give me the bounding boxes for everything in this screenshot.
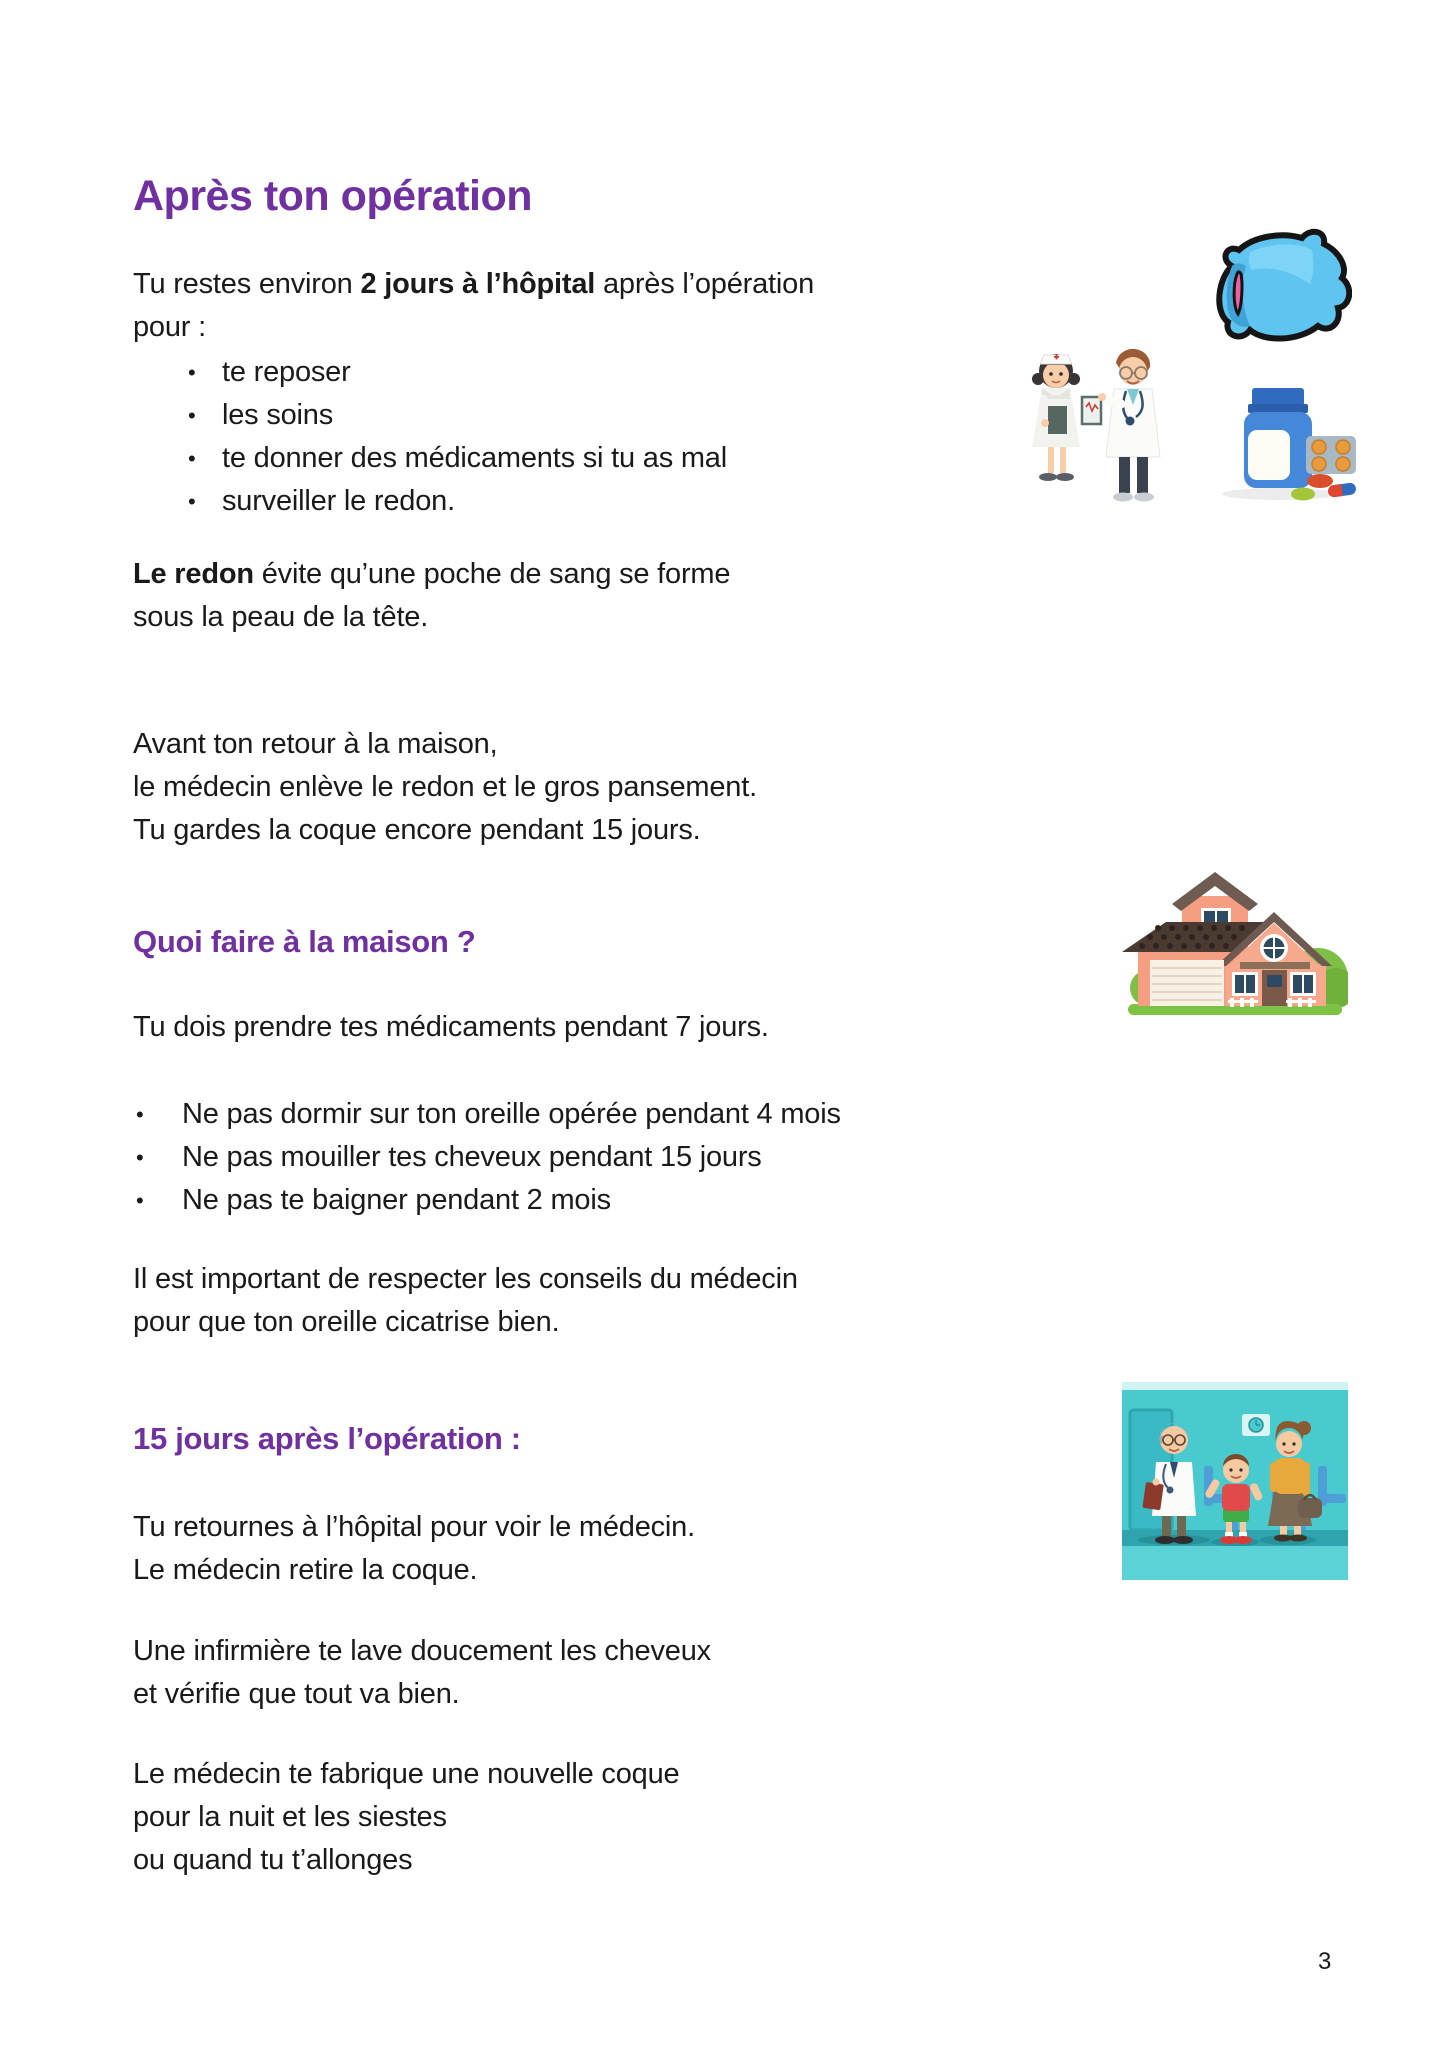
p1-line2: Le médecin retire la coque. xyxy=(133,1554,478,1586)
page-title: Après ton opération xyxy=(133,172,533,220)
nurse-and-doctor-illustration xyxy=(1018,325,1170,521)
doctor-family-illustration xyxy=(1122,1382,1348,1580)
p1-line1: Tu retournes à l’hôpital pour voir le médecin. xyxy=(133,1511,695,1543)
list-item: • Ne pas te baigner pendant 2 mois xyxy=(136,1179,841,1222)
quinze-jours-paragraph-3 xyxy=(133,1753,679,1882)
retour-paragraph xyxy=(133,723,757,852)
medicine-illustration xyxy=(1218,378,1356,510)
intro-text: Tu restes environ xyxy=(133,268,361,300)
page-number: 3 xyxy=(1318,1948,1332,1975)
maison-outro-line2: pour que ton oreille cicatrise bien. xyxy=(133,1306,560,1338)
list-item: • surveiller le redon. xyxy=(188,480,727,523)
list-item: • te reposer xyxy=(188,351,727,394)
section-heading-15-jours: 15 jours après l’opération : xyxy=(133,1421,521,1456)
redon-rest: évite qu’une poche de sang se forme xyxy=(253,558,731,590)
maison-outro xyxy=(133,1258,798,1344)
maison-outro-line1: Il est important de respecter les conseils du médecin xyxy=(133,1263,798,1295)
p2-line1: Une infirmière te lave doucement les cheveux xyxy=(133,1635,711,1667)
redon-bold: Le redon xyxy=(133,558,254,590)
pillow-icon xyxy=(1206,222,1352,346)
intro-text-bold: 2 jours à l’hôpital xyxy=(360,268,596,300)
p3-line2: pour la nuit et les siestes xyxy=(133,1801,447,1833)
intro-line2: pour : xyxy=(133,311,206,343)
house-illustration xyxy=(1122,860,1348,1020)
p3-line1: Le médecin te fabrique une nouvelle coque xyxy=(133,1758,680,1790)
quinze-jours-paragraph-2 xyxy=(133,1630,711,1716)
maison-intro: Tu dois prendre tes médicaments pendant 7 jours. xyxy=(133,1011,769,1043)
house-icon xyxy=(1122,860,1348,1020)
quinze-jours-paragraph-1 xyxy=(133,1506,695,1592)
doctor-family-icon xyxy=(1122,1382,1348,1580)
list-item: • Ne pas mouiller tes cheveux pendant 15 jours xyxy=(136,1136,841,1179)
p3-line3: ou quand tu t’allonges xyxy=(133,1844,413,1876)
hospital-reasons-list xyxy=(188,351,727,523)
retour-line1: Avant ton retour à la maison, xyxy=(133,728,498,760)
p2-line2: et vérifie que tout va bien. xyxy=(133,1678,460,1710)
retour-line3: Tu gardes la coque encore pendant 15 jours. xyxy=(133,814,701,846)
redon-line2: sous la peau de la tête. xyxy=(133,601,429,633)
section-heading-maison: Quoi faire à la maison ? xyxy=(133,924,476,959)
intro-paragraph xyxy=(133,263,814,349)
redon-paragraph xyxy=(133,553,730,639)
list-item: • les soins xyxy=(188,394,727,437)
pillow-illustration xyxy=(1206,222,1352,346)
maison-rules-list xyxy=(136,1093,841,1222)
medicine-icon xyxy=(1218,378,1356,510)
intro-text-after: après l’opération xyxy=(595,268,814,300)
list-item: • te donner des médicaments si tu as mal xyxy=(188,437,727,480)
retour-line2: le médecin enlève le redon et le gros pansement. xyxy=(133,771,757,803)
list-item: • Ne pas dormir sur ton oreille opérée pendant 4 mois xyxy=(136,1093,841,1136)
nurse-and-doctor-icon xyxy=(1018,325,1170,521)
